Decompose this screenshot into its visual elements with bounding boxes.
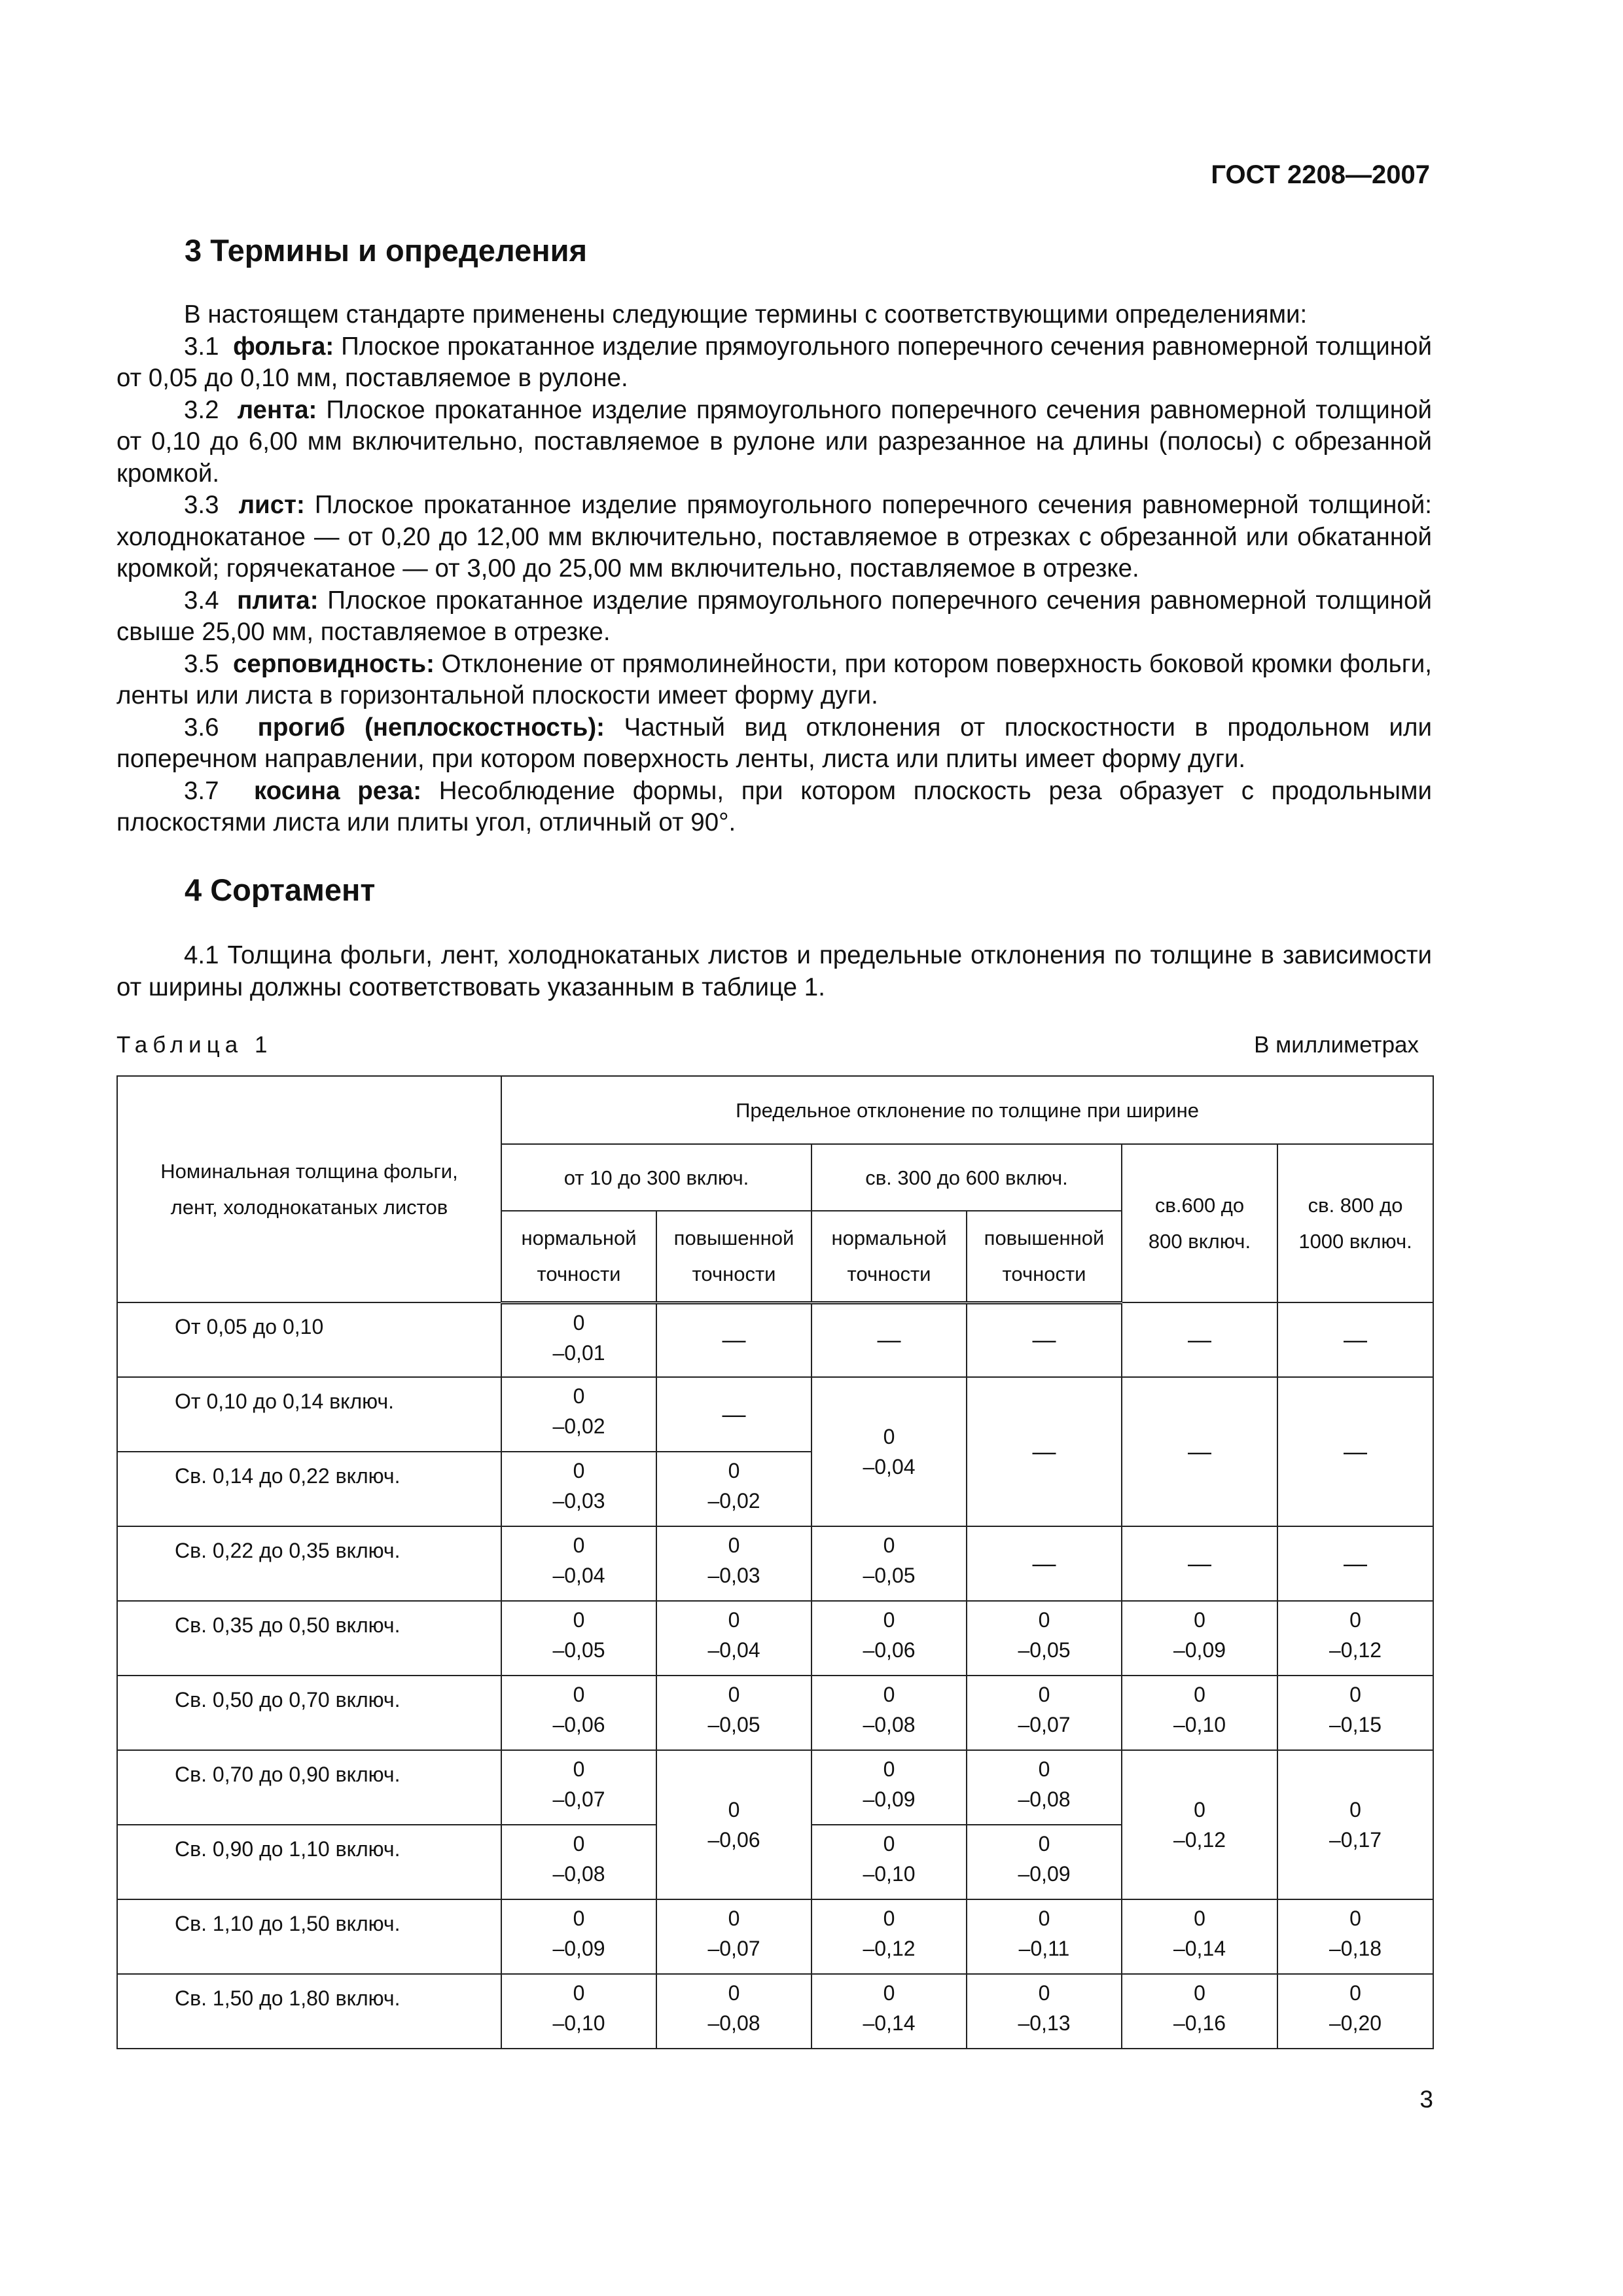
row-label: Св. 1,10 до 1,50 включ. [117,1899,501,1974]
deviation-cell: 0 –0,06 [656,1750,812,1899]
deviation-cell: 0 –0,16 [1122,1974,1277,2049]
deviation-cell: 0 –0,04 [812,1377,967,1526]
table-units: В миллиметрах [1254,1032,1419,1058]
term-definition: Частный вид отклонения от плоскостности в продольном или поперечном направлении, при котором поверхность ленты, листа или плиты имеет форму дуги. [116,713,1432,773]
deviation-cell: 0 –0,17 [1277,1750,1433,1899]
term-3-3 [116,490,1432,585]
row-label: Св. 1,50 до 1,80 включ. [117,1974,501,2049]
term-3-4 [116,585,1432,649]
term-number: 3.7 [184,776,219,805]
header-width-800-1000: св. 800 до 1000 включ. [1277,1144,1433,1302]
row-label: От 0,10 до 0,14 включ. [117,1377,501,1452]
paragraph-4-1: 4.1 Толщина фольги, лент, холоднокатаных листов и предельные отклонения по толщине в зависимости от ширины должны соответствовать указанным в таблице 1. [116,941,1432,1001]
deviation-cell: 0 –0,10 [501,1974,656,2049]
deviation-cell: 0 –0,02 [656,1452,812,1526]
header-nominal-thickness: Номинальная толщина фольги, лент, холоднокатаных листов [117,1076,501,1302]
term-definition: Плоское прокатанное изделие прямоугольного поперечного сечения равномерной толщиной: холоднокатаное — от 0,20 до 12,00 мм включительно, поставляемое в отрезках с обрезанной или обкатанной кромкой; горячекатаное — от 3,00 до 25,00 мм включительно, поставляемое в отрезке. [116,491,1432,583]
header-high-accuracy: повышенной точности [656,1211,812,1302]
deviation-cell: — [1122,1302,1277,1377]
deviation-cell: 0 –0,04 [501,1526,656,1601]
row-label: Св. 0,90 до 1,10 включ. [117,1825,501,1899]
deviation-cell: 0 –0,07 [501,1750,656,1825]
term-3-1 [116,331,1432,395]
deviation-cell: — [1122,1377,1277,1526]
row-label: Св. 0,50 до 0,70 включ. [117,1676,501,1750]
deviation-cell: 0 –0,12 [1122,1750,1277,1899]
deviation-cell: 0 –0,18 [1277,1899,1433,1974]
term-3-6 [116,712,1432,776]
term-number: 3.4 [184,586,219,615]
deviation-cell: 0 –0,05 [967,1601,1122,1676]
term-name: серповидность: [233,649,435,678]
term-definition: Несоблюдение формы, при котором плоскость реза образует с продольными плоскостями листа или плиты угол, отличный от 90°. [116,776,1432,836]
deviation-cell: 0 –0,10 [1122,1676,1277,1750]
page-number: 3 [1419,2086,1433,2113]
deviation-cell: 0 –0,12 [812,1899,967,1974]
deviation-cell: 0 –0,06 [812,1601,967,1676]
term-definition: Плоское прокатанное изделие прямоугольного поперечного сечения равномерной толщиной от 0,10 до 6,00 мм включительно, поставляемое в рулоне или разрезанное на длины (полосы) с обрезанной кромкой. [116,395,1432,488]
term-3-7 [116,776,1432,839]
thickness-deviation-table [116,1075,1434,2049]
deviation-cell: — [656,1377,812,1452]
deviation-cell: 0 –0,09 [501,1899,656,1974]
deviation-cell: 0 –0,02 [501,1377,656,1452]
deviation-cell: 0 –0,11 [967,1899,1122,1974]
deviation-cell: 0 –0,09 [812,1750,967,1825]
deviation-cell: — [1277,1302,1433,1377]
deviation-cell: 0 –0,14 [812,1974,967,2049]
section-3-intro: В настоящем стандарте применены следующие термины с соответствующими определениями: [184,300,1308,329]
deviation-cell: 0 –0,09 [1122,1601,1277,1676]
section-3-heading: 3 Термины и определения [185,233,587,268]
term-number: 3.5 [184,649,219,678]
term-name: прогиб (неплоскостность): [257,713,605,742]
deviation-cell: — [812,1302,967,1377]
deviation-cell: 0 –0,03 [656,1526,812,1601]
deviation-cell: 0 –0,12 [1277,1601,1433,1676]
section-3-body [116,299,1432,839]
term-number: 3.1 [184,332,219,361]
deviation-cell: 0 –0,05 [501,1601,656,1676]
header-width-10-300: от 10 до 300 включ. [501,1144,812,1211]
deviation-cell: 0 –0,13 [967,1974,1122,2049]
term-3-5 [116,649,1432,712]
deviation-cell: 0 –0,10 [812,1825,967,1899]
term-number: 3.2 [184,395,219,424]
term-3-2 [116,395,1432,490]
term-definition: Отклонение от прямолинейности, при котором поверхность боковой кромки фольги, ленты или листа в горизонтальной плоскости имеет форму дуги. [116,649,1432,709]
row-label: Св. 0,22 до 0,35 включ. [117,1526,501,1601]
deviation-cell: 0 –0,03 [501,1452,656,1526]
table-caption: Таблица 1 [116,1032,273,1058]
row-label: Св. 0,14 до 0,22 включ. [117,1452,501,1526]
deviation-cell: — [967,1302,1122,1377]
row-label: Св. 0,70 до 0,90 включ. [117,1750,501,1825]
header-high-accuracy: повышенной точности [967,1211,1122,1302]
deviation-cell: 0 –0,14 [1122,1899,1277,1974]
deviation-cell: 0 –0,04 [656,1601,812,1676]
deviation-cell: — [1277,1377,1433,1526]
term-number: 3.6 [184,713,219,742]
row-label: Св. 0,35 до 0,50 включ. [117,1601,501,1676]
deviation-cell: 0 –0,15 [1277,1676,1433,1750]
section-4-body [116,940,1432,1003]
header-normal-accuracy: нормальной точности [501,1211,656,1302]
header-width-600-800: св.600 до 800 включ. [1122,1144,1277,1302]
term-name: плита: [237,586,319,615]
deviation-cell: 0 –0,06 [501,1676,656,1750]
deviation-cell: 0 –0,05 [812,1526,967,1601]
deviation-cell: — [656,1302,812,1377]
deviation-cell: — [1122,1526,1277,1601]
deviation-cell: 0 –0,08 [812,1676,967,1750]
deviation-cell: 0 –0,08 [967,1750,1122,1825]
deviation-cell: 0 –0,07 [656,1899,812,1974]
term-name: лента: [237,395,317,424]
header-width-300-600: св. 300 до 600 включ. [812,1144,1122,1211]
deviation-cell: — [1277,1526,1433,1601]
term-name: лист: [238,491,305,519]
term-name: косина реза: [254,776,422,805]
deviation-cell: 0 –0,07 [967,1676,1122,1750]
deviation-cell: 0 –0,01 [501,1302,656,1377]
deviation-cell: 0 –0,08 [656,1974,812,2049]
deviation-cell: — [967,1377,1122,1526]
deviation-cell: 0 –0,08 [501,1825,656,1899]
deviation-cell: — [967,1526,1122,1601]
deviation-cell: 0 –0,09 [967,1825,1122,1899]
row-label: От 0,05 до 0,10 [117,1302,501,1377]
term-definition: Плоское прокатанное изделие прямоугольного поперечного сечения равномерной толщиной свыше 25,00 мм, поставляемое в отрезке. [116,586,1432,646]
section-4-heading: 4 Сортамент [185,872,376,907]
term-number: 3.3 [184,491,219,519]
term-definition: Плоское прокатанное изделие прямоугольного поперечного сечения равномерной толщиной от 0,05 до 0,10 мм, поставляемое в рулоне. [116,332,1432,392]
standard-designation: ГОСТ 2208—2007 [1211,160,1430,189]
header-limit-deviation: Предельное отклонение по толщине при ширине [501,1076,1433,1144]
deviation-cell: 0 –0,05 [656,1676,812,1750]
deviation-cell: 0 –0,20 [1277,1974,1433,2049]
header-normal-accuracy: нормальной точности [812,1211,967,1302]
term-name: фольга: [233,332,334,361]
